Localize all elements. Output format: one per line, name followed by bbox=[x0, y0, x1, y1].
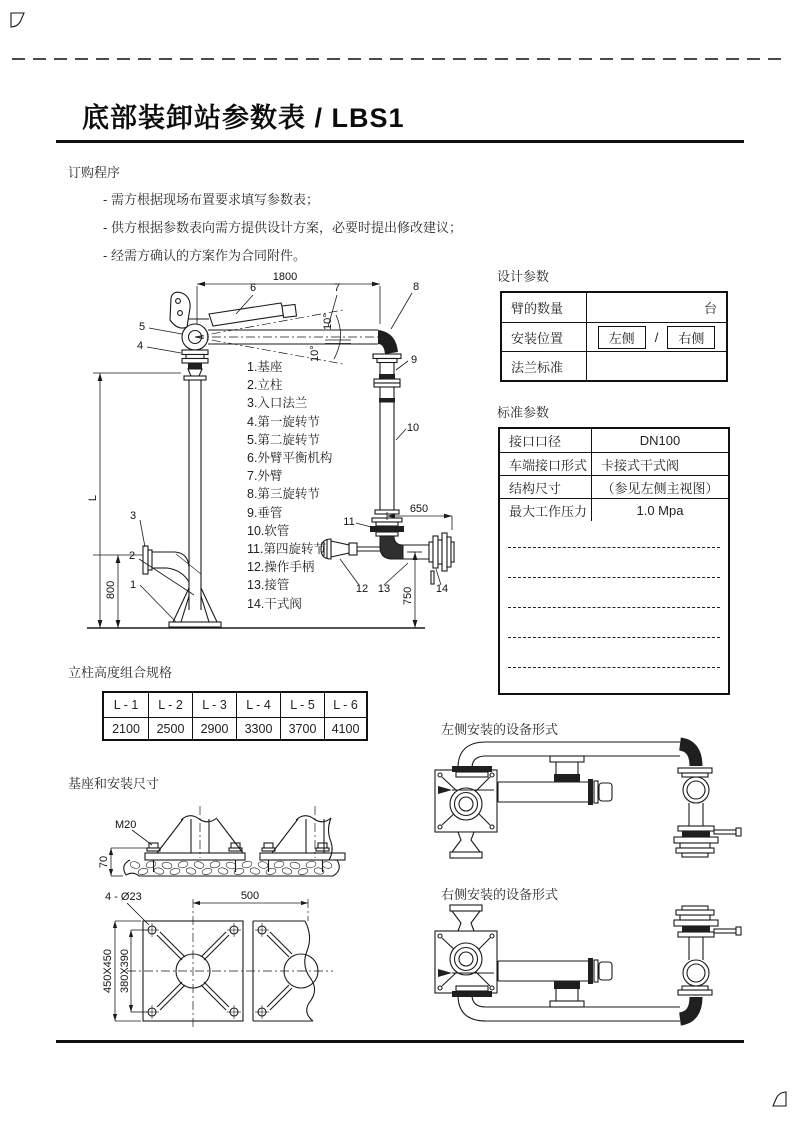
table-row bbox=[500, 475, 728, 498]
col-header: L - 3 bbox=[192, 693, 236, 717]
table-row bbox=[502, 351, 726, 380]
truck-port-type-label: 车端接口形式 bbox=[500, 453, 592, 475]
m20-label: M20 bbox=[115, 819, 137, 831]
writein-line[interactable] bbox=[508, 607, 720, 608]
dimension-drop bbox=[402, 552, 422, 628]
ordering-heading: 订购程序 bbox=[68, 165, 121, 180]
part-item: 14.干式阀 bbox=[247, 596, 302, 611]
base-plan-view-drawing bbox=[75, 891, 395, 1031]
svg-text:14: 14 bbox=[435, 583, 449, 595]
dim-450-label: 450X450 bbox=[102, 948, 114, 994]
part-item: 3.入口法兰 bbox=[247, 396, 308, 411]
dim-1800-label: 1800 bbox=[272, 271, 298, 283]
col-header: L - 2 bbox=[148, 693, 192, 717]
elbow-drop-pipe-hose bbox=[373, 330, 401, 514]
left-plate bbox=[127, 899, 333, 1029]
col-value: 2900 bbox=[192, 718, 236, 739]
corner-mark-top-left bbox=[10, 12, 28, 30]
option-separator: / bbox=[654, 329, 659, 345]
max-pressure-value: 1.0 Mpa bbox=[636, 502, 684, 518]
part-item: 6.外臂平衡机构 bbox=[247, 451, 333, 466]
structure-size-label: 结构尺寸 bbox=[500, 476, 592, 498]
col-value: 4100 bbox=[324, 718, 366, 739]
install-right-heading: 右侧安装的设备形式 bbox=[441, 887, 559, 902]
install-position-cell bbox=[587, 323, 726, 351]
max-pressure-label: 最大工作压力 bbox=[500, 499, 592, 521]
install-left-heading: 左侧安装的设备形式 bbox=[441, 722, 559, 737]
ordering-item: - 供方根据参数表向需方提供设计方案，必要时提出修改建议； bbox=[103, 220, 462, 235]
foundation bbox=[124, 860, 340, 876]
svg-text:9: 9 bbox=[410, 354, 418, 366]
angle-up-label: 10° bbox=[322, 313, 334, 330]
svg-text:13: 13 bbox=[377, 583, 391, 595]
writein-line[interactable] bbox=[508, 547, 720, 548]
table-row bbox=[502, 322, 726, 351]
dim-650-label: 650 bbox=[409, 503, 429, 515]
ordering-item: - 经需方确认的方案作为合同附件。 bbox=[103, 248, 306, 263]
writein-line[interactable] bbox=[508, 667, 720, 668]
part-item: 9.垂管 bbox=[247, 505, 283, 520]
install-right-view-drawing bbox=[428, 899, 768, 1031]
svg-text:1: 1 bbox=[129, 579, 137, 591]
table-value-row bbox=[104, 717, 366, 739]
col-value: 2500 bbox=[148, 718, 192, 739]
table-row bbox=[500, 498, 728, 521]
column-heights-heading: 立柱高度组合规格 bbox=[68, 665, 173, 680]
col-header: L - 4 bbox=[236, 693, 280, 717]
dim-800-label: 800 bbox=[105, 580, 117, 600]
dimension-70 bbox=[98, 848, 147, 876]
bottom-rule bbox=[56, 1040, 744, 1043]
svg-text:4: 4 bbox=[136, 340, 144, 352]
arm-plan-view-mirrored bbox=[435, 905, 741, 1021]
install-left-view-drawing bbox=[428, 734, 768, 866]
svg-text:10: 10 bbox=[406, 422, 420, 434]
part-item: 8.第三旋转节 bbox=[247, 487, 320, 502]
part-item: 5.第二旋转节 bbox=[247, 432, 320, 447]
base-right bbox=[260, 806, 345, 872]
arm-plan-view bbox=[435, 742, 741, 858]
dimension-holes bbox=[105, 891, 149, 925]
corner-mark-bottom-right bbox=[770, 1090, 788, 1108]
page-title: 底部装卸站参数表 / LBS1 bbox=[82, 103, 405, 133]
install-position-label: 安装位置 bbox=[502, 323, 587, 351]
svg-text:5: 5 bbox=[138, 321, 146, 333]
dim-holes-label: 4 - Ø23 bbox=[105, 891, 142, 903]
col-value: 2100 bbox=[112, 721, 140, 736]
part-item: 13.接管 bbox=[247, 578, 290, 593]
col-header: L - 5 bbox=[280, 693, 324, 717]
svg-text:11: 11 bbox=[343, 516, 355, 528]
install-right-option[interactable]: 右侧 bbox=[667, 326, 715, 349]
table-row bbox=[502, 293, 726, 322]
writein-line[interactable] bbox=[508, 637, 720, 638]
angle-down-label: 10° bbox=[309, 345, 321, 362]
install-left-option[interactable]: 左侧 bbox=[598, 326, 646, 349]
dim-500-label: 500 bbox=[240, 891, 260, 902]
dimension-m20 bbox=[115, 819, 152, 845]
part-item: 12.操作手柄 bbox=[247, 560, 315, 575]
arm-count-value-cell[interactable]: 台 bbox=[703, 301, 717, 316]
part-item: 4.第一旋转节 bbox=[247, 414, 320, 429]
structure-size-value: （参见左侧主视图） bbox=[601, 480, 719, 496]
truck-port-type-value: 卡接式干式阀 bbox=[601, 457, 680, 473]
column-heights-table bbox=[102, 691, 368, 741]
notes-area bbox=[500, 521, 728, 693]
svg-text:6: 6 bbox=[249, 282, 257, 294]
col-value: 3700 bbox=[280, 718, 324, 739]
port-size-label: 接口口径 bbox=[500, 429, 592, 452]
arm-count-label: 臂的数量 bbox=[502, 293, 587, 322]
flange-standard-label: 法兰标准 bbox=[502, 352, 587, 380]
table-row bbox=[500, 452, 728, 475]
table-header-row bbox=[104, 693, 366, 717]
part-item: 2.立柱 bbox=[247, 378, 283, 393]
part-item: 10.软管 bbox=[247, 523, 290, 538]
right-plate bbox=[253, 899, 318, 1021]
dim-750-label: 750 bbox=[402, 586, 414, 606]
part-item: 7.外臂 bbox=[247, 469, 283, 484]
design-params-table bbox=[500, 291, 728, 382]
dim-L-label: L bbox=[87, 494, 99, 502]
dimension-500 bbox=[193, 891, 308, 903]
parts-list bbox=[247, 358, 332, 613]
svg-text:3: 3 bbox=[129, 510, 137, 522]
part-item: 11.第四旋转节 bbox=[247, 542, 326, 557]
svg-text:7: 7 bbox=[333, 282, 341, 294]
col-header: L - 6 bbox=[324, 693, 366, 717]
table-row bbox=[500, 429, 728, 452]
dim-70-label: 70 bbox=[98, 855, 110, 869]
title-underline bbox=[56, 140, 744, 143]
flange-standard-value-cell[interactable] bbox=[587, 352, 726, 380]
writein-line[interactable] bbox=[508, 577, 720, 578]
bottom-assembly bbox=[321, 518, 454, 584]
col-value: 3300 bbox=[236, 718, 280, 739]
standard-params-heading: 标准参数 bbox=[497, 405, 550, 420]
top-dashed-rule bbox=[12, 58, 782, 60]
col-header: L - 1 bbox=[113, 698, 139, 712]
part-item: 1.基座 bbox=[247, 360, 283, 374]
svg-text:2: 2 bbox=[128, 550, 136, 562]
design-params-heading: 设计参数 bbox=[497, 269, 550, 284]
dim-380-label: 380X390 bbox=[119, 948, 131, 994]
port-size-value: DN100 bbox=[639, 433, 681, 448]
ordering-item: - 需方根据现场布置要求填写参数表； bbox=[103, 192, 319, 207]
base-section-heading: 基座和安装尺寸 bbox=[68, 776, 160, 791]
svg-text:12: 12 bbox=[355, 583, 369, 595]
standard-params-table bbox=[498, 427, 730, 695]
svg-text:8: 8 bbox=[412, 281, 420, 293]
dimension-inlet-height bbox=[93, 555, 143, 628]
base-side-view-drawing bbox=[75, 798, 360, 888]
